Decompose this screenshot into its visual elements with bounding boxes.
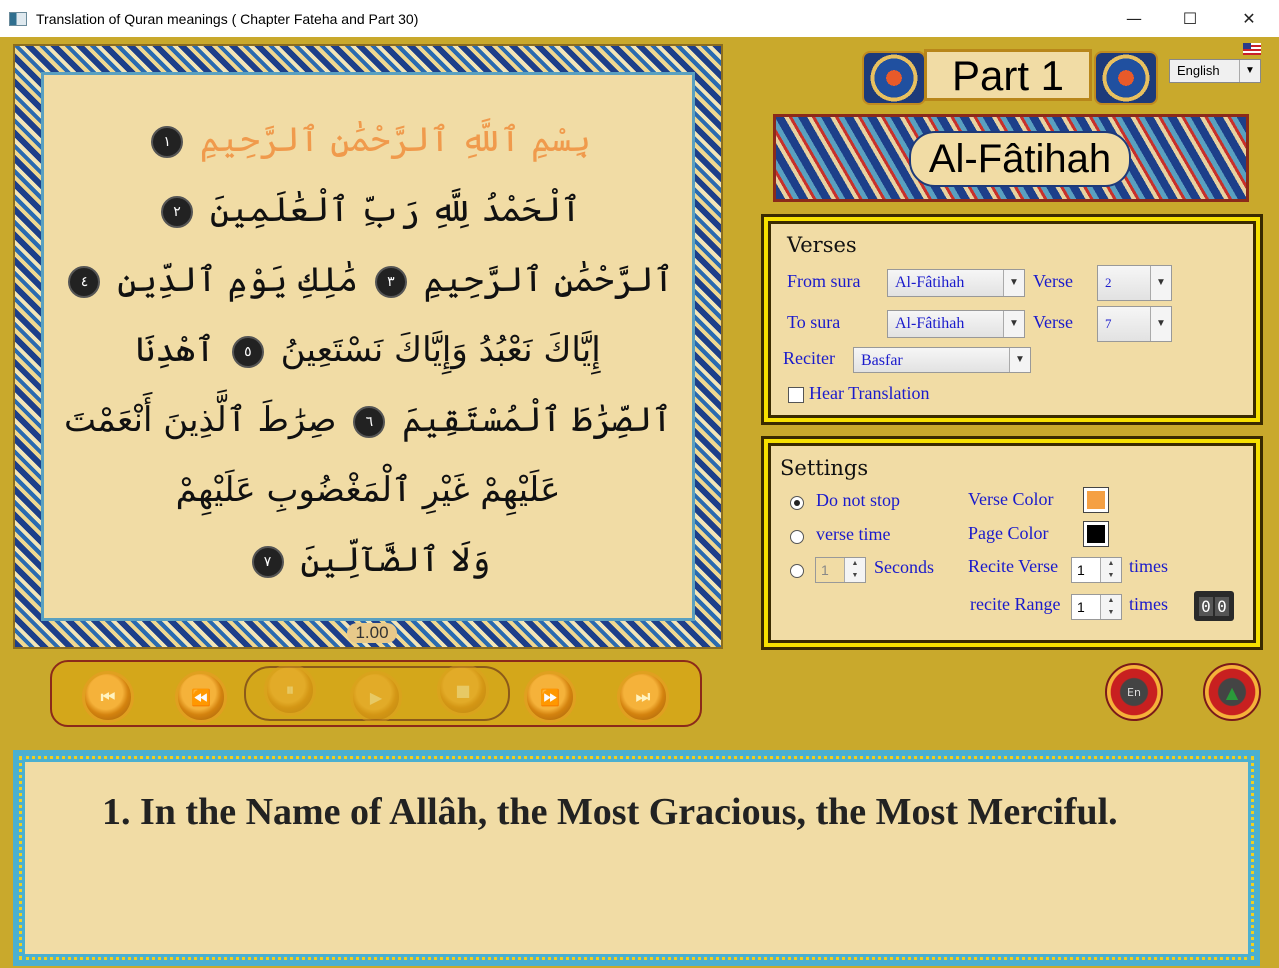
to-sura-value: Al-Fâtihah bbox=[895, 315, 965, 332]
to-sura-select[interactable] bbox=[887, 310, 1025, 338]
verse-color-label: Verse Color bbox=[968, 489, 1054, 509]
seconds-radio[interactable] bbox=[790, 564, 804, 578]
flag-icon bbox=[1243, 43, 1261, 55]
recite-verse-value: 1 bbox=[1077, 562, 1085, 578]
chevron-down-icon[interactable]: ▼ bbox=[1009, 348, 1030, 372]
repeat-counter bbox=[1194, 591, 1234, 621]
to-verse-select[interactable] bbox=[1097, 306, 1172, 342]
ornament-icon bbox=[862, 51, 926, 105]
chevron-down-icon[interactable]: ▼ bbox=[1003, 311, 1024, 337]
verse-number-marker: ٤ bbox=[68, 266, 100, 298]
verse-number-marker: ٧ bbox=[252, 546, 284, 578]
spinner-arrows-icon[interactable]: ▲ ▼ bbox=[1100, 595, 1121, 619]
translation-frame bbox=[13, 750, 1260, 966]
from-verse-select[interactable] bbox=[1097, 265, 1172, 301]
play-button[interactable]: ▶ bbox=[350, 671, 402, 723]
verse-color-picker[interactable] bbox=[1083, 487, 1109, 513]
quran-line bbox=[44, 315, 692, 385]
from-verse-value: 2 bbox=[1105, 275, 1112, 290]
verse-text[interactable]: وَلَا ٱلضَّآلِّينَ bbox=[300, 540, 491, 580]
hear-translation-label[interactable]: Hear Translation bbox=[809, 383, 930, 403]
recite-range-value: 1 bbox=[1077, 599, 1085, 615]
verse-text[interactable]: ٱلصِّرَٰطَ ٱلْمُسْتَقِيمَ bbox=[402, 400, 672, 440]
to-verse-label: Verse bbox=[1033, 312, 1073, 332]
book-icon: En bbox=[1127, 685, 1141, 699]
mosque-icon: ▲ bbox=[1225, 682, 1239, 702]
to-sura-label: To sura bbox=[787, 312, 841, 332]
quran-line-basmala bbox=[44, 105, 692, 175]
verse-time-radio[interactable] bbox=[790, 530, 804, 544]
quran-page bbox=[41, 72, 695, 621]
window-title: Translation of Quran meanings ( Chapter Fateha and Part 30) bbox=[36, 10, 419, 27]
chevron-down-icon[interactable]: ▼ bbox=[1150, 307, 1171, 341]
verse-number-marker: ٢ bbox=[161, 196, 193, 228]
settings-panel bbox=[764, 439, 1260, 647]
recite-verse-times-label: times bbox=[1129, 556, 1168, 576]
pause-button[interactable]: ⏸ bbox=[264, 664, 316, 716]
recite-range-spinner[interactable] bbox=[1071, 594, 1122, 620]
verse-text[interactable]: مَٰلِكِ يَوْمِ ٱلدِّينِ bbox=[117, 260, 359, 300]
counter-digit: 0 bbox=[1215, 597, 1229, 616]
from-sura-select[interactable] bbox=[887, 269, 1025, 297]
verse-text[interactable]: ٱهْدِنَا bbox=[135, 330, 216, 370]
verse-text[interactable]: ٱلْحَمْدُ لِلَّهِ رَبِّ ٱلْعَٰلَمِينَ bbox=[209, 190, 581, 230]
quran-text bbox=[44, 105, 692, 595]
do-not-stop-label[interactable]: Do not stop bbox=[816, 490, 901, 510]
hear-translation-checkbox[interactable] bbox=[788, 387, 804, 403]
language-select[interactable] bbox=[1169, 59, 1261, 83]
minimize-button[interactable]: — bbox=[1126, 8, 1142, 28]
recite-range-times-label: times bbox=[1129, 594, 1168, 614]
reciter-select[interactable] bbox=[853, 347, 1031, 373]
previous-verse-button[interactable]: ⏪ bbox=[175, 671, 227, 723]
quran-line bbox=[44, 385, 692, 455]
quran-page-frame bbox=[13, 44, 723, 649]
close-button[interactable]: ✕ bbox=[1242, 8, 1256, 28]
verse-color-swatch bbox=[1087, 491, 1105, 509]
ornament-icon bbox=[1094, 51, 1158, 105]
to-verse-value: 7 bbox=[1105, 316, 1112, 331]
verses-panel bbox=[764, 217, 1260, 422]
verse-time-label[interactable]: verse time bbox=[816, 524, 891, 544]
spinner-arrows-icon[interactable]: ▲ ▼ bbox=[1100, 558, 1121, 582]
recite-verse-label: Recite Verse bbox=[968, 556, 1059, 576]
page-color-label: Page Color bbox=[968, 523, 1049, 543]
recite-range-label: recite Range bbox=[970, 594, 1061, 614]
translation-text: 1. In the Name of Allâh, the Most Gracious, the Most Merciful. bbox=[102, 791, 1118, 833]
verses-title: Verses bbox=[787, 233, 857, 257]
verse-text[interactable]: إِيَّاكَ نَعْبُدُ وَإِيَّاكَ نَسْتَعِينُ bbox=[280, 330, 601, 370]
settings-title: Settings bbox=[780, 456, 869, 480]
quran-line bbox=[44, 175, 692, 245]
mosque-button[interactable] bbox=[1203, 663, 1261, 721]
verse-number-marker: ١ bbox=[151, 126, 183, 158]
sura-name: Al-Fâtihah bbox=[909, 131, 1131, 187]
seconds-spinner[interactable] bbox=[815, 557, 866, 583]
basmala-text[interactable]: بِسْمِ ٱللَّهِ ٱلرَّحْمَٰنِ ٱلرَّحِيمِ bbox=[199, 120, 591, 160]
chevron-down-icon[interactable]: ▼ bbox=[1003, 270, 1024, 296]
from-sura-value: Al-Fâtihah bbox=[895, 274, 965, 291]
verse-number-marker: ٦ bbox=[353, 406, 385, 438]
page-color-swatch bbox=[1087, 525, 1105, 543]
recite-verse-spinner[interactable] bbox=[1071, 557, 1122, 583]
reciter-value: Basfar bbox=[861, 352, 903, 369]
do-not-stop-radio[interactable] bbox=[790, 496, 804, 510]
from-sura-label: From sura bbox=[787, 271, 861, 291]
quran-line bbox=[44, 245, 692, 315]
zoom-level[interactable]: 1.00 bbox=[347, 623, 397, 643]
first-verse-button[interactable]: ⏮ bbox=[82, 671, 134, 723]
verse-number-marker: ٣ bbox=[375, 266, 407, 298]
main-area bbox=[0, 37, 1279, 968]
sura-banner bbox=[773, 114, 1249, 202]
last-verse-button[interactable]: ⏭ bbox=[617, 671, 669, 723]
app-icon bbox=[9, 12, 27, 26]
playback-controls bbox=[50, 660, 702, 727]
verse-text[interactable]: صِرَٰطَ ٱلَّذِينَ أَنْعَمْتَ bbox=[64, 400, 337, 440]
english-book-button[interactable] bbox=[1105, 663, 1163, 721]
part-plaque bbox=[862, 47, 1162, 105]
from-verse-label: Verse bbox=[1033, 271, 1073, 291]
next-verse-button[interactable]: ⏩ bbox=[524, 671, 576, 723]
counter-digit: 0 bbox=[1199, 597, 1213, 616]
spinner-arrows-icon[interactable]: ▲ ▼ bbox=[844, 558, 865, 582]
stop-button[interactable]: ■ bbox=[437, 664, 489, 716]
quran-line bbox=[44, 455, 692, 525]
chevron-down-icon[interactable]: ▼ bbox=[1150, 266, 1171, 300]
maximize-button[interactable]: ☐ bbox=[1182, 8, 1198, 28]
page-color-picker[interactable] bbox=[1083, 521, 1109, 547]
verse-text[interactable]: عَلَيْهِمْ غَيْرِ ٱلْمَغْضُوبِ عَلَيْهِمْ bbox=[175, 470, 561, 510]
language-value: English bbox=[1177, 63, 1220, 78]
part-label: Part 1 bbox=[924, 49, 1092, 101]
quran-line bbox=[44, 525, 692, 595]
verse-number-marker: ٥ bbox=[232, 336, 264, 368]
seconds-value: 1 bbox=[821, 562, 829, 578]
chevron-down-icon[interactable]: ▼ bbox=[1239, 60, 1260, 82]
reciter-label: Reciter bbox=[783, 348, 835, 368]
title-bar bbox=[0, 0, 1279, 38]
seconds-label: Seconds bbox=[874, 557, 934, 577]
verse-text[interactable]: ٱلرَّحْمَٰنِ ٱلرَّحِيمِ bbox=[423, 260, 674, 300]
